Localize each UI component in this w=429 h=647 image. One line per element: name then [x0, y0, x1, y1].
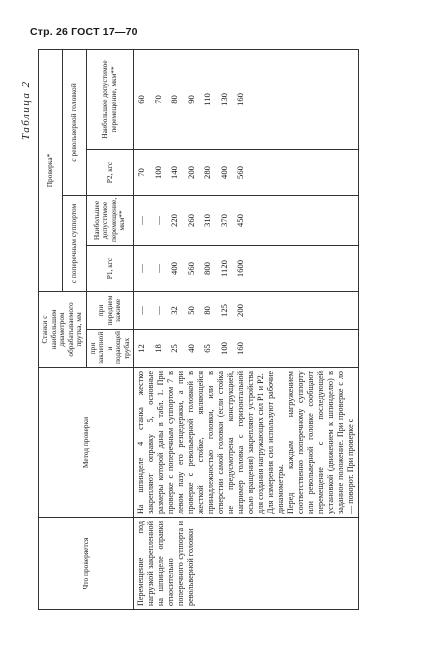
value-cell: 200	[185, 166, 196, 179]
table-caption: Таблица 2	[20, 80, 32, 140]
method-paragraph-1: На шпинделе 4 станка жестко закрепляют оправку 5, основные размеры которой даны в табл. 1. При проверке с поперечным суппортом 7 в левом пазу его резцедержки, а при проверке с револьверной головкой в жесткой стойке, являющейся принадлежностью головки, или в отверстии самой головки (если стойка не предусмотрена конструкцией, например головка с горизонтальной осью вращения) закрепляют устройства для создания нагружающих сил P1 и P2.	[136, 371, 266, 514]
header-with-bar: при заклепной и подающей трубах	[86, 330, 134, 368]
column-bar-diameter	[134, 330, 359, 368]
value-cell: —	[152, 306, 163, 315]
header-with-collet: при переднем зажиме	[86, 292, 134, 330]
value-cell: 90	[185, 95, 196, 104]
header-what-checked: Что проверяется	[39, 518, 134, 610]
column-cross-max-displacement	[134, 196, 359, 246]
header-machines-group: Станки с наибольшим диаметром обрабатываемого прутка, мм	[39, 292, 87, 368]
value-cell: 560	[235, 166, 246, 179]
value-cell: 100	[152, 166, 163, 179]
what-checked-cell: Перемещение под нагрузкой закрепленной на шпинделе оправки относительно поперечного суппорта и револьверной головки	[134, 518, 359, 610]
value-cell: 60	[136, 95, 147, 104]
header-cross-max-displacement: Наибольшее допустимое перемещение, мкм**	[86, 196, 134, 246]
rotated-table-layer	[18, 50, 418, 610]
value-cell: 130	[218, 93, 229, 106]
value-cell: 160	[235, 342, 246, 355]
value-cell: 260	[185, 214, 196, 227]
value-cell: 400	[169, 262, 180, 275]
method-paragraph-2: Для измерения сил используют рабочие динамометры.	[266, 371, 286, 514]
value-cell: —	[136, 216, 147, 225]
value-cell: 70	[136, 168, 147, 177]
value-cell: 110	[202, 93, 213, 106]
value-cell: 1600	[235, 259, 246, 278]
value-cell: 560	[185, 262, 196, 275]
value-cell: 800	[202, 262, 213, 275]
value-cell: —	[152, 264, 163, 273]
value-cell: 400	[218, 166, 229, 179]
page-header: Стр. 26 ГОСТ 17—70	[30, 26, 138, 38]
value-cell: 310	[202, 214, 213, 227]
value-cell: 40	[185, 344, 196, 353]
inspection-table	[38, 49, 359, 610]
value-cell: 18	[152, 344, 163, 353]
header-method: Метод проверки	[39, 368, 134, 518]
header-proverka: Проверка*	[39, 49, 63, 291]
value-cell: 25	[169, 344, 180, 353]
value-cell: 125	[218, 304, 229, 317]
header-cross-slide-group: с поперечным суппортом	[62, 196, 86, 292]
value-cell: —	[136, 264, 147, 273]
value-cell: 1120	[218, 260, 229, 277]
column-turret-max-displacement	[134, 49, 359, 149]
value-cell: 100	[218, 342, 229, 355]
value-cell: 70	[152, 95, 163, 104]
value-cell: 80	[202, 306, 213, 315]
header-p1: P1, кгс	[86, 246, 134, 292]
value-cell: 32	[169, 306, 180, 315]
value-cell: 200	[235, 304, 246, 317]
value-cell: —	[136, 306, 147, 315]
value-cell: 160	[235, 93, 246, 106]
value-cell: 280	[202, 166, 213, 179]
header-turret-group: с револьверной головкой	[62, 49, 86, 195]
value-cell: 50	[185, 306, 196, 315]
method-paragraph-3: Перед каждым нагружением соответственно поперечному суппорту или револьверной головке сообщают перемещение с последующей установкой (движением к шпинделю) в заданное положение. При проверке с ло — поворот. При проверке с	[286, 371, 356, 514]
column-collet-diameter	[134, 292, 359, 330]
header-p2: P2, кгс	[86, 150, 134, 196]
value-cell: 80	[169, 95, 180, 104]
value-cell: 65	[202, 344, 213, 353]
value-cell: 450	[235, 214, 246, 227]
column-p2	[134, 150, 359, 196]
header-turret-max-displacement: Наибольшее допустимое перемещение, мкм**	[86, 49, 134, 149]
value-cell: 140	[169, 166, 180, 179]
value-cell: 370	[218, 214, 229, 227]
method-cell	[134, 368, 359, 518]
value-cell: —	[152, 216, 163, 225]
value-cell: 12	[136, 344, 147, 353]
value-cell: 220	[169, 214, 180, 227]
column-p1	[134, 246, 359, 292]
